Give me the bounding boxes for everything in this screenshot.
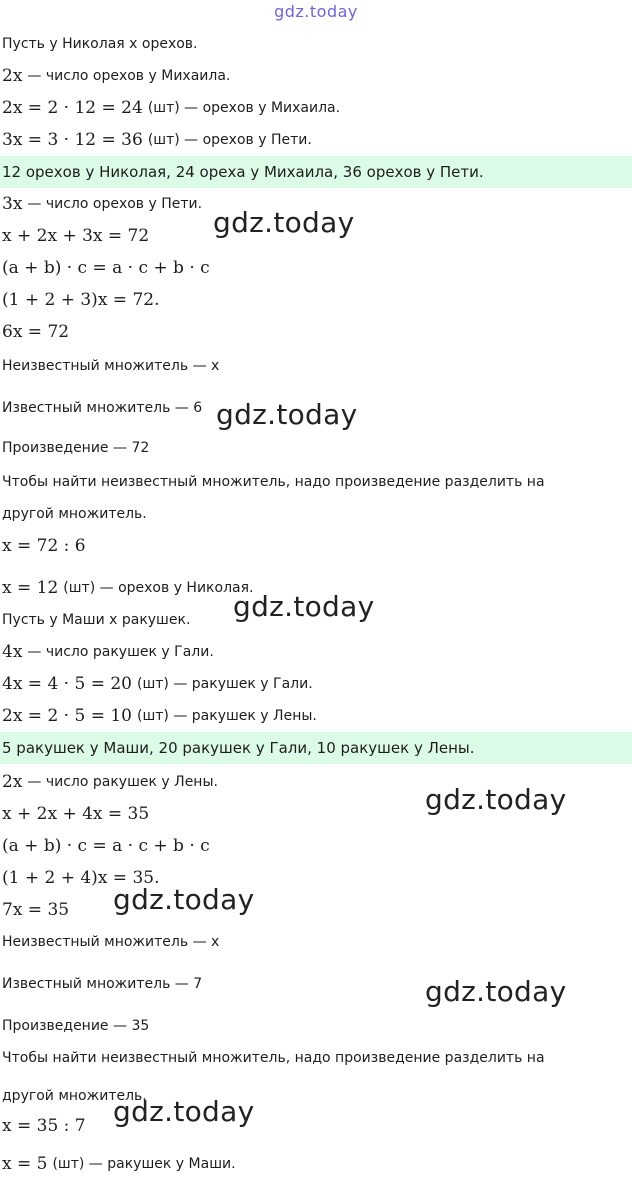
solution-line <box>0 530 632 562</box>
math-expression: 2x = 2 · 5 = 10 <box>2 706 132 726</box>
watermark: gdz.today <box>113 883 255 916</box>
solution-line <box>0 700 632 732</box>
line-text: Неизвестный множитель — x <box>2 358 220 374</box>
solution-line <box>0 668 632 700</box>
line-text: Чтобы найти неизвестный множитель, надо произведение разделить на <box>2 474 545 490</box>
solution-line <box>0 284 632 316</box>
line-text: — число ракушек у Лены. <box>27 774 218 790</box>
solution-line <box>0 830 632 862</box>
line-text: Произведение — 72 <box>2 440 150 456</box>
solution-line <box>0 1042 632 1074</box>
line-text: (шт) — ракушек у Лены. <box>136 708 317 724</box>
watermark: gdz.today <box>233 590 375 623</box>
answer-line <box>0 732 632 764</box>
solution-line <box>0 572 632 604</box>
line-text: другой множитель. <box>2 1088 147 1104</box>
line-text: — число ракушек у Гали. <box>27 644 214 660</box>
solution-line <box>0 1080 632 1112</box>
line-text: — число орехов у Михаила. <box>27 68 231 84</box>
line-text: Неизвестный множитель — x <box>2 934 220 950</box>
watermark: gdz.today <box>425 783 567 816</box>
math-expression: x = 35 : 7 <box>2 1116 86 1136</box>
line-text: 5 ракушек у Маши, 20 ракушек у Гали, 10 ракушек у Лены. <box>2 739 475 757</box>
solution-line <box>0 1010 632 1042</box>
watermark: gdz.today <box>113 1095 255 1128</box>
site-logo[interactable]: gdz.today <box>274 2 358 21</box>
solution-line <box>0 92 632 124</box>
line-text: (шт) — ракушек у Гали. <box>136 676 313 692</box>
math-expression: x = 5 <box>2 1154 48 1174</box>
line-text: (шт) — орехов у Пети. <box>147 132 312 148</box>
math-expression: x = 12 <box>2 578 59 598</box>
math-expression: 3x = 3 · 12 = 36 <box>2 130 143 150</box>
solution-line <box>0 766 632 798</box>
math-expression: 4x <box>2 642 23 662</box>
line-text: Произведение — 35 <box>2 1018 150 1034</box>
solution-line <box>0 894 632 926</box>
line-text: Известный множитель — 7 <box>2 976 203 992</box>
line-text: другой множитель. <box>2 506 147 522</box>
math-expression: 3x <box>2 194 23 214</box>
math-expression: (1 + 2 + 4)x = 35. <box>2 868 160 888</box>
line-text: — число орехов у Пети. <box>27 196 203 212</box>
solution-line <box>0 1148 632 1180</box>
solution-line <box>0 124 632 156</box>
line-text: Пусть у Маши x ракушек. <box>2 612 191 628</box>
line-text: (шт) — орехов у Михаила. <box>147 100 341 116</box>
solution-line <box>0 316 632 348</box>
math-expression: 2x <box>2 772 23 792</box>
math-expression: (a + b) · c = a · c + b · c <box>2 258 210 278</box>
solution-line <box>0 466 632 498</box>
solution-line <box>0 636 632 668</box>
solution-line <box>0 392 632 424</box>
math-expression: 2x <box>2 66 23 86</box>
solution-line <box>0 350 632 382</box>
line-text: Чтобы найти неизвестный множитель, надо произведение разделить на <box>2 1050 545 1066</box>
math-expression: (a + b) · c = a · c + b · c <box>2 836 210 856</box>
math-expression: 2x = 2 · 12 = 24 <box>2 98 143 118</box>
solution-line <box>0 604 632 636</box>
solution-line <box>0 432 632 464</box>
solution-line <box>0 798 632 830</box>
line-text: (шт) — ракушек у Маши. <box>52 1156 236 1172</box>
solution-line <box>0 188 632 220</box>
math-expression: (1 + 2 + 3)x = 72. <box>2 290 160 310</box>
solution-line <box>0 28 632 60</box>
math-expression: x + 2x + 3x = 72 <box>2 226 150 246</box>
math-expression: 4x = 4 · 5 = 20 <box>2 674 132 694</box>
line-text: 12 орехов у Николая, 24 ореха у Михаила, 36 орехов у Пети. <box>2 163 484 181</box>
line-text: Пусть у Николая x орехов. <box>2 36 198 52</box>
solution-line <box>0 862 632 894</box>
line-text: Известный множитель — 6 <box>2 400 203 416</box>
solution-line <box>0 220 632 252</box>
math-expression: 6x = 72 <box>2 322 70 342</box>
solution-line <box>0 926 632 958</box>
solution-line <box>0 1110 632 1142</box>
solution-line <box>0 968 632 1000</box>
answer-line <box>0 156 632 188</box>
solution-line <box>0 60 632 92</box>
solution-line <box>0 252 632 284</box>
solution-line <box>0 498 632 530</box>
watermark: gdz.today <box>425 975 567 1008</box>
watermark: gdz.today <box>213 206 355 239</box>
watermark: gdz.today <box>216 398 358 431</box>
math-expression: x = 72 : 6 <box>2 536 86 556</box>
math-expression: x + 2x + 4x = 35 <box>2 804 150 824</box>
math-expression: 7x = 35 <box>2 900 70 920</box>
line-text: (шт) — орехов у Николая. <box>63 580 254 596</box>
